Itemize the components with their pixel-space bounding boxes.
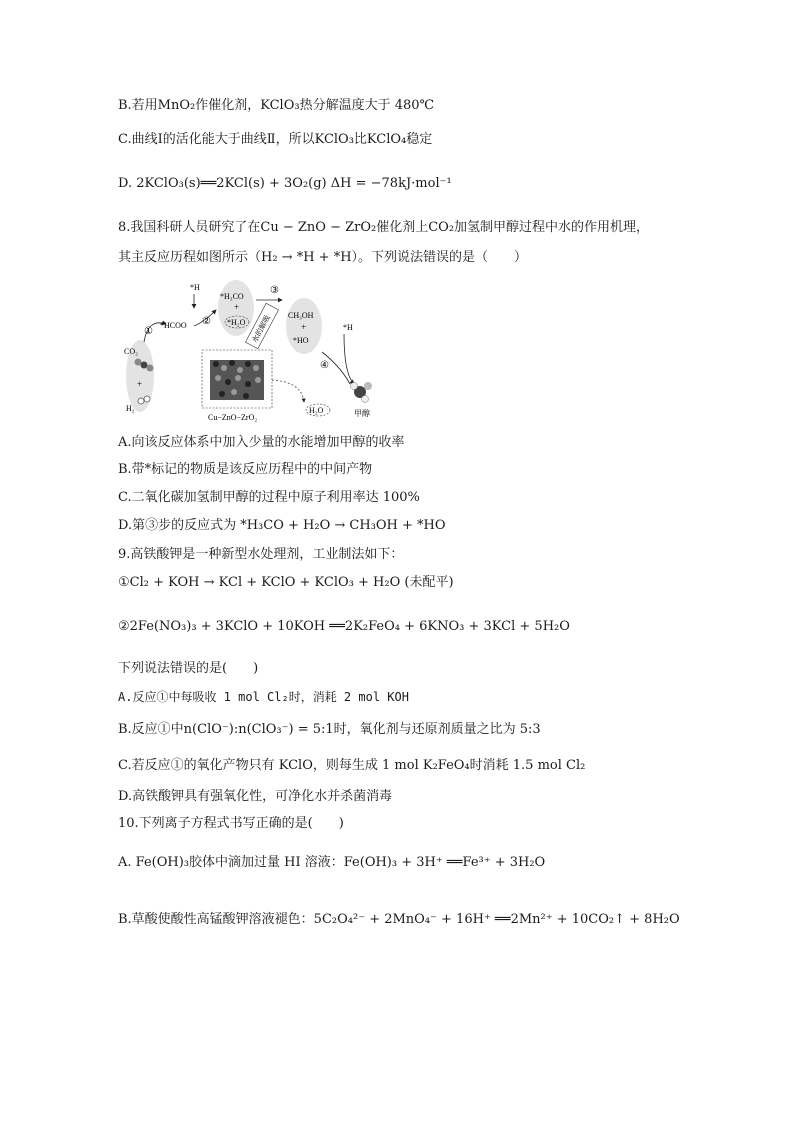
h-star-b-label: *H bbox=[343, 323, 353, 332]
h2-label: H₂ bbox=[126, 404, 135, 413]
q8-option-d: D.第③步的反应式为 *H₃CO + H₂O → CH₃OH + *HO bbox=[118, 518, 446, 533]
h2o-label-b: H₂O bbox=[309, 406, 324, 415]
q8-stem-line1: 8.我国科研人员研究了在Cu − ZnO − ZrO₂催化剂上CO₂加氢制甲醇过程中水的作用机理， bbox=[118, 220, 650, 235]
h-star-a-label: *H bbox=[190, 283, 200, 292]
q7-option-b: B.若用MnO₂作催化剂，KClO₃热分解温度大于 480℃ bbox=[118, 98, 435, 113]
plus-sign: + bbox=[137, 379, 143, 389]
q10-stem: 10.下列离子方程式书写正确的是( ) bbox=[118, 816, 344, 831]
hydrolysis-label: 水的解吸 bbox=[250, 313, 273, 345]
q8-option-a: A.向该反应体系中加入少量的水能增加甲醇的收率 bbox=[118, 435, 405, 450]
hcoo-label: *HCOO bbox=[160, 321, 187, 330]
q9-question: 下列说法错误的是( ) bbox=[118, 661, 259, 676]
step4-marker: ④ bbox=[320, 360, 329, 371]
q9-stem: 9.高铁酸钾是一种新型水处理剂，工业制法如下： bbox=[118, 547, 404, 562]
svg-text:+: + bbox=[301, 322, 307, 332]
q9-option-d: D.高铁酸钾具有强氧化性，可净化水并杀菌消毒 bbox=[118, 789, 393, 804]
q10-option-a: A. Fe(OH)₃胶体中滴加过量 HI 溶液：Fe(OH)₃ + 3H⁺ ══Fe³⁺ + 3H₂O bbox=[118, 855, 546, 870]
q9-reaction-1: ①Cl₂ + KOH → KCl + KClO + KClO₃ + H₂O (未配平) bbox=[118, 575, 454, 590]
catalyst-lattice bbox=[210, 360, 264, 400]
step2-marker: ② bbox=[202, 316, 211, 327]
q9-option-a: A.反应①中每吸收 1 mol Cl₂时，消耗 2 mol KOH bbox=[118, 690, 409, 704]
step3-marker: ③ bbox=[270, 285, 279, 296]
q8-stem-line2: 其主反应历程如图所示（H₂ → *H + *H）。下列说法错误的是（ ） bbox=[118, 250, 528, 265]
catalyst-label: Cu−ZnO−ZrO₂ bbox=[208, 413, 258, 422]
co2-label: CO₂ bbox=[124, 347, 138, 356]
methanol-label: 甲醇 bbox=[354, 409, 370, 418]
q7-option-d: D. 2KClO₃(s)══2KCl(s) + 3O₂(g) ΔH = −78kJ·mol⁻¹ bbox=[118, 176, 452, 191]
q7-option-c: C.曲线Ⅰ的活化能大于曲线Ⅱ，所以KClO₃比KClO₄稳定 bbox=[118, 132, 433, 147]
q10-option-b: B.草酸使酸性高锰酸钾溶液褪色：5C₂O₄²⁻ + 2MnO₄⁻ + 16H⁺ ══2Mn²⁺ + 10CO₂↑ + 8H₂O bbox=[118, 912, 680, 927]
q9-reaction-2: ②2Fe(NO₃)₃ + 3KClO + 10KOH ══2K₂FeO₄ + 6KNO₃ + 3KCl + 5H₂O bbox=[118, 619, 570, 634]
reaction-mechanism-figure bbox=[122, 278, 422, 426]
q8-option-b: B.带*标记的物质是该反应历程中的中间产物 bbox=[118, 462, 373, 477]
svg-text:+: + bbox=[234, 302, 240, 312]
ho-label: *HO bbox=[293, 336, 309, 345]
q9-option-b: B.反应①中n(ClO⁻):n(ClO₃⁻) = 5:1时，氧化剂与还原剂质量之比为 5:3 bbox=[118, 722, 541, 737]
ch3oh-label: CH₃OH bbox=[288, 311, 314, 320]
q8-option-c: C.二氧化碳加氢制甲醇的过程中原子利用率达 100% bbox=[118, 490, 420, 505]
h3co-label: *H₃CO bbox=[220, 292, 244, 301]
step1-marker: ① bbox=[144, 326, 153, 337]
q9-option-c: C.若反应①的氧化产物只有 KClO，则每生成 1 mol K₂FeO₄时消耗 1.5 mol Cl₂ bbox=[118, 758, 586, 773]
h2o-label-a: *H₂O bbox=[227, 318, 246, 327]
